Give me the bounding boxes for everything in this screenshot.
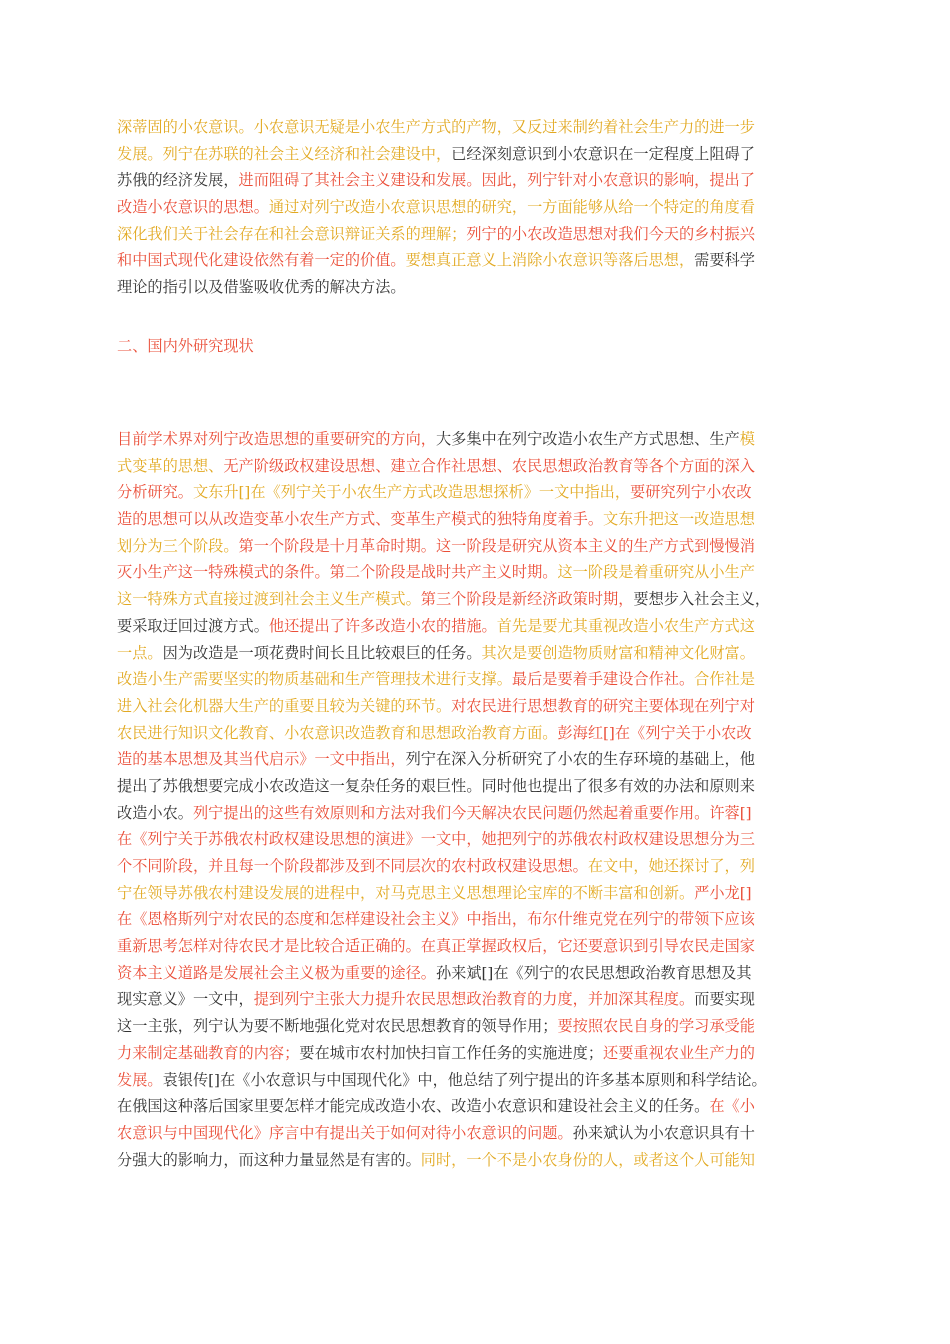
text-line — [117, 613, 822, 640]
text-line — [117, 479, 822, 506]
text-line — [117, 960, 822, 987]
text-line — [117, 533, 822, 560]
text-segment: 改造小生产需要坚实的物质基础和生产管理技术进行支撑。 — [117, 670, 512, 689]
text-segment: 严小龙[] — [694, 883, 752, 902]
text-segment: 目前学术界对列宁改造思想的重要研究的方向， — [117, 430, 436, 448]
text-segment: 造的基本思想及其当代启示》一文中指出， — [117, 750, 406, 769]
text-segment: 现实意义》一文中， — [117, 990, 254, 1009]
text-segment: 个不同阶段，并且每一个阶段都涉及到不同层次的农村政权建设思想。 — [117, 857, 588, 875]
text-segment: 划分为三个阶段。 — [117, 536, 239, 555]
text-segment: 彭海红[]在《列宁关于小农改 — [557, 723, 752, 742]
text-line — [117, 853, 822, 880]
text-line — [117, 1120, 822, 1147]
text-segment: 深化我们关于社会存在和社会意识辩证关系的理解； — [117, 224, 467, 243]
text-segment: 宁在领导苏俄农村建设发展的进程中，对马克思主义思想理论宝库的不断丰富和创新。 — [117, 883, 695, 902]
text-segment: 这一主张，列宁认为要不断地强化党对农民思想教育的领导作用； — [117, 1017, 558, 1036]
intro-paragraph — [117, 114, 822, 301]
text-segment: 最后是要着手建设合作社。 — [511, 670, 695, 689]
text-segment: 分析研究。 — [117, 483, 193, 502]
text-line — [117, 1093, 822, 1120]
text-segment: 要按照农民自身的学习承受能 — [557, 1017, 755, 1036]
text-segment: 需要科学 — [694, 251, 755, 270]
text-segment: 农意识与中国现代化》序言中有提出关于如何对待小农意识的问题。 — [117, 1123, 573, 1142]
text-segment: 第一个阶段是十月革命时期。这一阶段是研究从资本主义的生产方式到慢慢消 — [238, 536, 755, 555]
text-segment: 苏俄的经济发展， — [117, 171, 239, 190]
text-line — [117, 167, 822, 194]
text-segment: 大多集中在列宁改造小农生产方式思想、生产 — [435, 430, 740, 448]
text-segment: 农民进行知识文化教育、小农意识改造教育和思想政治教育方面。 — [117, 723, 558, 742]
text-line — [117, 426, 822, 453]
text-segment: 要研究列宁小农改 — [630, 483, 752, 502]
text-segment: 首先是要尤其重视改造小农生产方式这 — [496, 616, 755, 635]
text-segment: 改造小农。 — [117, 803, 193, 822]
text-segment: 要想真正意义上消除小农意识等落后思想， — [405, 251, 695, 270]
text-segment: 无产阶级政权建设思想、建立合作社思想、农民思想政治教育等各个方面的深入 — [223, 456, 755, 475]
text-line — [117, 800, 822, 827]
text-line — [117, 506, 822, 533]
text-segment: 第三个阶段是新经济政策时期， — [420, 590, 634, 609]
text-segment: 改造小农意识的思想。 — [117, 198, 269, 217]
text-segment: 重新思考怎样对待农民才是比较合适正确的。在真正掌握政权后，它还要意识到引导农民走国家 — [117, 937, 755, 956]
text-segment: 孙来斌[]在《列宁的农民思想政治教育思想及其 — [435, 963, 752, 982]
text-segment: 列宁提出的这些有效原则和方法对我们今天解决农民问题仍然起着重要作用。许蓉[] — [192, 803, 752, 822]
text-line — [117, 746, 822, 773]
text-segment: 而要实现 — [694, 990, 755, 1009]
text-line — [117, 1013, 822, 1040]
text-segment: 发展。 — [117, 1070, 163, 1089]
text-segment: 在《小 — [709, 1097, 755, 1116]
text-segment: 力来制定基础教育的内容； — [117, 1043, 300, 1062]
text-line — [117, 559, 822, 586]
text-segment: 通过对列宁改造小农意识思想的研究，一方面能够从给一个特定的角度看 — [268, 198, 755, 217]
text-line — [117, 693, 822, 720]
text-segment: 要在城市农村加快扫盲工作任务的实施进度； — [299, 1043, 603, 1062]
text-line — [117, 453, 822, 480]
text-segment: 在《列宁关于苏俄农村政权建设思想的演进》一文中，她把列宁的苏俄农村政权建设思想分为三 — [117, 830, 755, 849]
text-segment: 同时，一个不是小农身份的人，或者这个人可能知 — [420, 1150, 755, 1169]
text-segment: 在文中，她还探讨了，列 — [587, 857, 755, 875]
text-line — [117, 274, 822, 301]
text-segment: 提到列宁主张大力提升农民思想政治教育的力度，并加深其程度。 — [253, 990, 695, 1009]
research-status-paragraph — [117, 426, 822, 1173]
text-line — [117, 141, 822, 168]
text-segment: 资本主义道路是发展社会主义极为重要的途径。 — [117, 963, 436, 982]
text-segment: 列宁的小农改造思想对我们今天的乡村振兴 — [466, 224, 755, 243]
text-segment: 这一阶段是着重研究从小生产 — [557, 563, 755, 582]
text-line — [117, 1147, 822, 1174]
text-line — [117, 933, 822, 960]
text-segment: 提出了苏俄想要完成小农改造这一复杂任务的艰巨性。同时他也提出了很多有效的办法和原则来 — [117, 776, 755, 795]
text-line — [117, 826, 822, 853]
text-segment: 分强大的影响力，而这种力量显然是有害的。 — [117, 1150, 421, 1169]
text-segment: 要采取迂回过渡方式。 — [117, 616, 269, 635]
text-segment: 进入社会化机器大生产的重要且较为关键的环节。 — [117, 696, 452, 715]
text-segment: 文东升把这一改造思想 — [603, 510, 755, 529]
text-segment: 造的思想可以从改造变革小农生产方式、变革生产模式的独特角度着手。 — [117, 510, 603, 529]
text-segment: 列宁在深入分析研究了小农的生存环境的基础上，他 — [405, 750, 755, 769]
text-line — [117, 773, 822, 800]
text-segment: 这一特殊方式直接过渡到社会主义生产模式。 — [117, 590, 421, 609]
text-segment: 发展。列宁在苏联的社会主义经济和社会建设中， — [117, 144, 452, 163]
text-segment: 其次是要创造物质财富和精神文化财富。 — [481, 643, 755, 662]
text-segment: 深蒂固的小农意识。小农意识无疑是小农生产方式的产物，又反过来制约着社会生产力的进一步 — [117, 118, 755, 136]
text-line — [117, 247, 822, 274]
text-line — [117, 986, 822, 1013]
text-line — [117, 114, 822, 141]
text-segment: 还要重视农业生产力的 — [603, 1043, 755, 1062]
text-line — [117, 1040, 822, 1067]
text-line — [117, 640, 822, 667]
text-line — [117, 906, 822, 933]
text-line — [117, 221, 822, 248]
text-segment: 进而阻碍了其社会主义建设和发展。因此，列宁针对小农意识的影响，提出了 — [238, 171, 755, 190]
text-segment: 合作社是 — [694, 670, 755, 689]
text-line — [117, 1067, 822, 1094]
text-segment: 一点。 — [117, 643, 163, 662]
text-segment: 灭小生产这一特殊模式的条件。第二个阶段是战时共产主义时期。 — [117, 563, 558, 582]
text-segment: 理论的指引以及借鉴吸收优秀的解决方法。 — [117, 278, 406, 297]
text-segment: 模 — [739, 430, 755, 448]
text-segment: 袁银传[]在《小农意识与中国现代化》中，他总结了列宁提出的许多基本原则和科学结论。 — [162, 1070, 767, 1089]
text-segment: 因为改造是一项花费时间长且比较艰巨的任务。 — [162, 643, 482, 662]
text-segment: 文东升[]在《列宁关于小农生产方式改造思想探析》一文中指出， — [192, 483, 631, 502]
text-segment: 在《恩格斯列宁对农民的态度和怎样建设社会主义》中指出，布尔什维克党在列宁的带领下应该 — [117, 910, 755, 929]
text-segment: 在俄国这种落后国家里要怎样才能完成改造小农、改造小农意识和建设社会主义的任务。 — [117, 1097, 710, 1116]
text-segment: 对农民进行思想教育的研究主要体现在列宁对 — [451, 696, 755, 715]
text-line — [117, 880, 822, 907]
text-segment: 和中国式现代化建设依然有着一定的价值。 — [117, 251, 406, 270]
text-segment: 孙来斌认为小农意识具有十 — [572, 1123, 755, 1142]
text-line — [117, 194, 822, 221]
text-line — [117, 586, 822, 613]
text-segment: 要想步入社会主义， — [633, 590, 771, 609]
text-line — [117, 720, 822, 747]
text-segment: 式变革的思想、 — [117, 456, 224, 475]
text-line — [117, 666, 822, 693]
section-heading: 二、国内外研究现状 — [117, 337, 254, 355]
text-segment: 已经深刻意识到小农意识在一定程度上阻碍了 — [451, 144, 755, 163]
text-segment: 他还提出了许多改造小农的措施。 — [268, 616, 497, 635]
